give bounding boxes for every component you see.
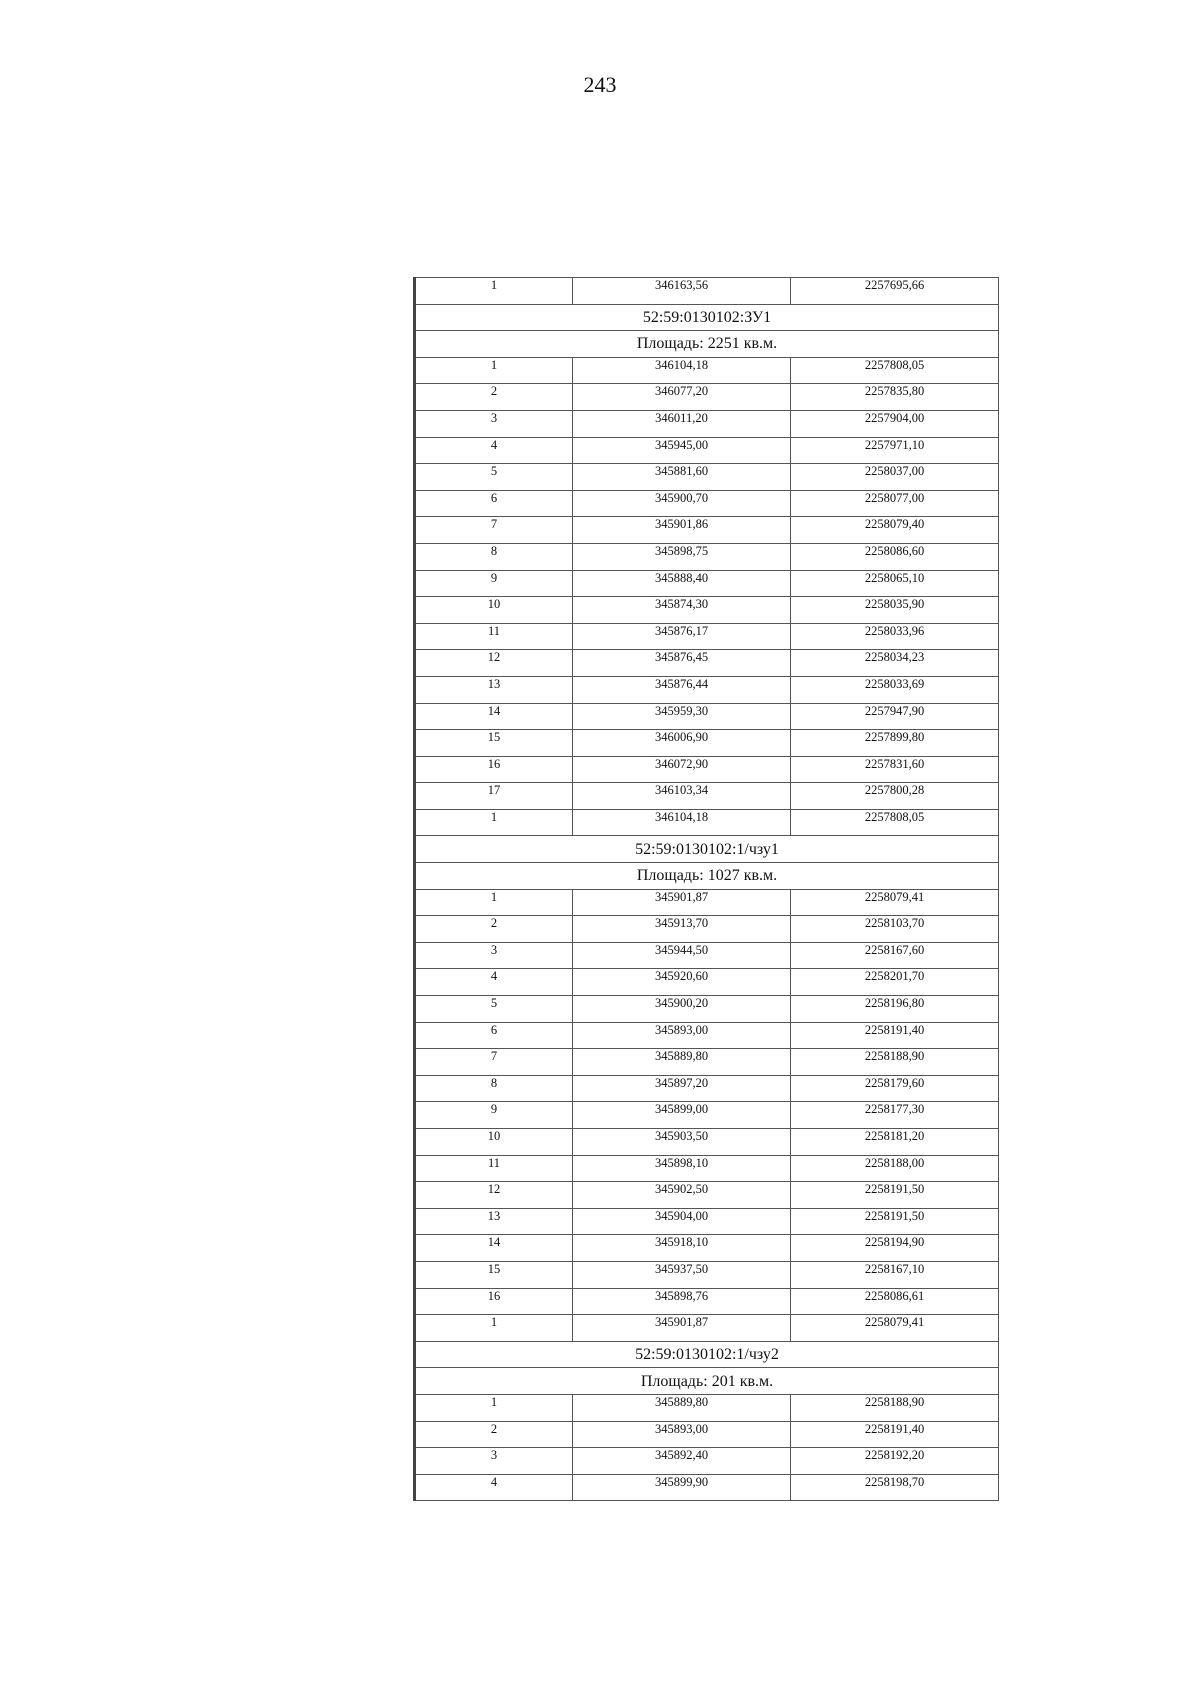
y-coordinate-cell: 2258033,96	[791, 623, 999, 650]
y-coordinate-cell: 2258188,00	[791, 1155, 999, 1182]
y-coordinate-cell: 2258181,20	[791, 1129, 999, 1156]
x-coordinate-cell: 345881,60	[573, 464, 791, 491]
section-area: Площадь: 2251 кв.м.	[415, 331, 999, 358]
point-number-cell: 11	[415, 1155, 573, 1182]
section-name-row	[415, 304, 999, 331]
x-coordinate-cell: 345901,86	[573, 517, 791, 544]
point-number-cell: 13	[415, 676, 573, 703]
point-number-cell: 1	[415, 1394, 573, 1421]
x-coordinate-cell: 346104,18	[573, 809, 791, 836]
x-coordinate-cell: 345945,00	[573, 437, 791, 464]
section-area-row	[415, 1368, 999, 1395]
y-coordinate-cell: 2258191,40	[791, 1421, 999, 1448]
x-coordinate-cell: 346163,56	[573, 278, 791, 305]
point-number-cell: 5	[415, 996, 573, 1023]
page-number: 243	[583, 72, 617, 97]
y-coordinate-cell: 2258196,80	[791, 996, 999, 1023]
section-area-row	[415, 863, 999, 890]
y-coordinate-cell: 2258086,61	[791, 1288, 999, 1315]
x-coordinate-cell: 345893,00	[573, 1022, 791, 1049]
x-coordinate-cell: 345889,80	[573, 1049, 791, 1076]
table-row	[415, 1208, 999, 1235]
section-area-row	[415, 331, 999, 358]
point-number-cell: 8	[415, 1075, 573, 1102]
point-number-cell: 5	[415, 464, 573, 491]
point-number-cell: 17	[415, 783, 573, 810]
x-coordinate-cell: 345892,40	[573, 1448, 791, 1475]
point-number-cell: 4	[415, 969, 573, 996]
x-coordinate-cell: 345876,45	[573, 650, 791, 677]
table-row	[415, 1049, 999, 1076]
point-number-cell: 15	[415, 1261, 573, 1288]
y-coordinate-cell: 2258077,00	[791, 490, 999, 517]
point-number-cell: 1	[415, 278, 573, 305]
section-name: 52:59:0130102:1/чзу2	[415, 1341, 999, 1368]
y-coordinate-cell: 2258188,90	[791, 1394, 999, 1421]
section-name-row	[415, 836, 999, 863]
y-coordinate-cell: 2258079,41	[791, 889, 999, 916]
x-coordinate-cell: 345913,70	[573, 916, 791, 943]
y-coordinate-cell: 2258065,10	[791, 570, 999, 597]
point-number-cell: 16	[415, 756, 573, 783]
point-number-cell: 3	[415, 942, 573, 969]
y-coordinate-cell: 2258188,90	[791, 1049, 999, 1076]
point-number-cell: 4	[415, 437, 573, 464]
y-coordinate-cell: 2258191,50	[791, 1208, 999, 1235]
x-coordinate-cell: 345901,87	[573, 1315, 791, 1342]
table-row	[415, 1288, 999, 1315]
x-coordinate-cell: 345898,76	[573, 1288, 791, 1315]
point-number-cell: 2	[415, 916, 573, 943]
y-coordinate-cell: 2258194,90	[791, 1235, 999, 1262]
table-row	[415, 1394, 999, 1421]
point-number-cell: 1	[415, 357, 573, 384]
point-number-cell: 12	[415, 1182, 573, 1209]
y-coordinate-cell: 2258192,20	[791, 1448, 999, 1475]
y-coordinate-cell: 2257808,05	[791, 809, 999, 836]
table-row	[415, 650, 999, 677]
point-number-cell: 1	[415, 1315, 573, 1342]
table-row	[415, 278, 999, 305]
y-coordinate-cell: 2257831,60	[791, 756, 999, 783]
x-coordinate-cell: 345898,10	[573, 1155, 791, 1182]
point-number-cell: 7	[415, 517, 573, 544]
x-coordinate-cell: 345904,00	[573, 1208, 791, 1235]
point-number-cell: 14	[415, 1235, 573, 1262]
point-number-cell: 10	[415, 1129, 573, 1156]
x-coordinate-cell: 345897,20	[573, 1075, 791, 1102]
x-coordinate-cell: 346077,20	[573, 384, 791, 411]
table-row	[415, 464, 999, 491]
table-row	[415, 916, 999, 943]
point-number-cell: 7	[415, 1049, 573, 1076]
table-row	[415, 1022, 999, 1049]
table-row	[415, 1448, 999, 1475]
point-number-cell: 9	[415, 1102, 573, 1129]
y-coordinate-cell: 2258103,70	[791, 916, 999, 943]
table-row	[415, 357, 999, 384]
table-row	[415, 783, 999, 810]
coordinates-table	[413, 277, 999, 1501]
x-coordinate-cell: 345889,80	[573, 1394, 791, 1421]
point-number-cell: 11	[415, 623, 573, 650]
table-row	[415, 1155, 999, 1182]
x-coordinate-cell: 345899,00	[573, 1102, 791, 1129]
x-coordinate-cell: 346104,18	[573, 357, 791, 384]
section-area: Площадь: 201 кв.м.	[415, 1368, 999, 1395]
x-coordinate-cell: 345900,70	[573, 490, 791, 517]
table-row	[415, 623, 999, 650]
table-row	[415, 703, 999, 730]
point-number-cell: 14	[415, 703, 573, 730]
x-coordinate-cell: 345918,10	[573, 1235, 791, 1262]
point-number-cell: 3	[415, 410, 573, 437]
x-coordinate-cell: 345902,50	[573, 1182, 791, 1209]
x-coordinate-cell: 345944,50	[573, 942, 791, 969]
table-row	[415, 889, 999, 916]
point-number-cell: 13	[415, 1208, 573, 1235]
y-coordinate-cell: 2258167,10	[791, 1261, 999, 1288]
table-row	[415, 1474, 999, 1501]
section-name-row	[415, 1341, 999, 1368]
table-row	[415, 730, 999, 757]
y-coordinate-cell: 2258033,69	[791, 676, 999, 703]
table-row	[415, 1075, 999, 1102]
table-row	[415, 756, 999, 783]
x-coordinate-cell: 346103,34	[573, 783, 791, 810]
x-coordinate-cell: 346072,90	[573, 756, 791, 783]
table-row	[415, 1421, 999, 1448]
y-coordinate-cell: 2258191,40	[791, 1022, 999, 1049]
point-number-cell: 1	[415, 889, 573, 916]
point-number-cell: 12	[415, 650, 573, 677]
point-number-cell: 6	[415, 490, 573, 517]
point-number-cell: 3	[415, 1448, 573, 1475]
table-row	[415, 517, 999, 544]
y-coordinate-cell: 2258198,70	[791, 1474, 999, 1501]
y-coordinate-cell: 2258079,41	[791, 1315, 999, 1342]
table-row	[415, 996, 999, 1023]
table-row	[415, 969, 999, 996]
x-coordinate-cell: 345959,30	[573, 703, 791, 730]
table-row	[415, 1182, 999, 1209]
y-coordinate-cell: 2257695,66	[791, 278, 999, 305]
point-number-cell: 6	[415, 1022, 573, 1049]
table-row	[415, 490, 999, 517]
y-coordinate-cell: 2258079,40	[791, 517, 999, 544]
y-coordinate-cell: 2258201,70	[791, 969, 999, 996]
point-number-cell: 2	[415, 1421, 573, 1448]
x-coordinate-cell: 345901,87	[573, 889, 791, 916]
y-coordinate-cell: 2257899,80	[791, 730, 999, 757]
x-coordinate-cell: 345876,44	[573, 676, 791, 703]
table-row	[415, 437, 999, 464]
point-number-cell: 8	[415, 543, 573, 570]
table-row	[415, 1261, 999, 1288]
y-coordinate-cell: 2258177,30	[791, 1102, 999, 1129]
point-number-cell: 9	[415, 570, 573, 597]
table-row	[415, 410, 999, 437]
section-name: 52:59:0130102:ЗУ1	[415, 304, 999, 331]
y-coordinate-cell: 2258035,90	[791, 597, 999, 624]
table-row	[415, 570, 999, 597]
table-row	[415, 384, 999, 411]
x-coordinate-cell: 345874,30	[573, 597, 791, 624]
x-coordinate-cell: 345899,90	[573, 1474, 791, 1501]
table-row	[415, 809, 999, 836]
point-number-cell: 4	[415, 1474, 573, 1501]
x-coordinate-cell: 345920,60	[573, 969, 791, 996]
y-coordinate-cell: 2258034,23	[791, 650, 999, 677]
x-coordinate-cell: 345888,40	[573, 570, 791, 597]
x-coordinate-cell: 345900,20	[573, 996, 791, 1023]
x-coordinate-cell: 346006,90	[573, 730, 791, 757]
section-area: Площадь: 1027 кв.м.	[415, 863, 999, 890]
coordinates-table-body	[415, 278, 999, 1501]
y-coordinate-cell: 2258086,60	[791, 543, 999, 570]
y-coordinate-cell: 2257971,10	[791, 437, 999, 464]
table-row	[415, 1315, 999, 1342]
y-coordinate-cell: 2258179,60	[791, 1075, 999, 1102]
table-row	[415, 1235, 999, 1262]
x-coordinate-cell: 345876,17	[573, 623, 791, 650]
table-row	[415, 676, 999, 703]
table-row	[415, 1129, 999, 1156]
table-row	[415, 942, 999, 969]
x-coordinate-cell: 345903,50	[573, 1129, 791, 1156]
table-row	[415, 597, 999, 624]
x-coordinate-cell: 345937,50	[573, 1261, 791, 1288]
y-coordinate-cell: 2258191,50	[791, 1182, 999, 1209]
y-coordinate-cell: 2257808,05	[791, 357, 999, 384]
y-coordinate-cell: 2257904,00	[791, 410, 999, 437]
table-row	[415, 1102, 999, 1129]
y-coordinate-cell: 2258167,60	[791, 942, 999, 969]
y-coordinate-cell: 2258037,00	[791, 464, 999, 491]
point-number-cell: 15	[415, 730, 573, 757]
point-number-cell: 2	[415, 384, 573, 411]
y-coordinate-cell: 2257800,28	[791, 783, 999, 810]
point-number-cell: 1	[415, 809, 573, 836]
point-number-cell: 10	[415, 597, 573, 624]
x-coordinate-cell: 346011,20	[573, 410, 791, 437]
y-coordinate-cell: 2257835,80	[791, 384, 999, 411]
y-coordinate-cell: 2257947,90	[791, 703, 999, 730]
x-coordinate-cell: 345893,00	[573, 1421, 791, 1448]
table-row	[415, 543, 999, 570]
point-number-cell: 16	[415, 1288, 573, 1315]
section-name: 52:59:0130102:1/чзу1	[415, 836, 999, 863]
x-coordinate-cell: 345898,75	[573, 543, 791, 570]
